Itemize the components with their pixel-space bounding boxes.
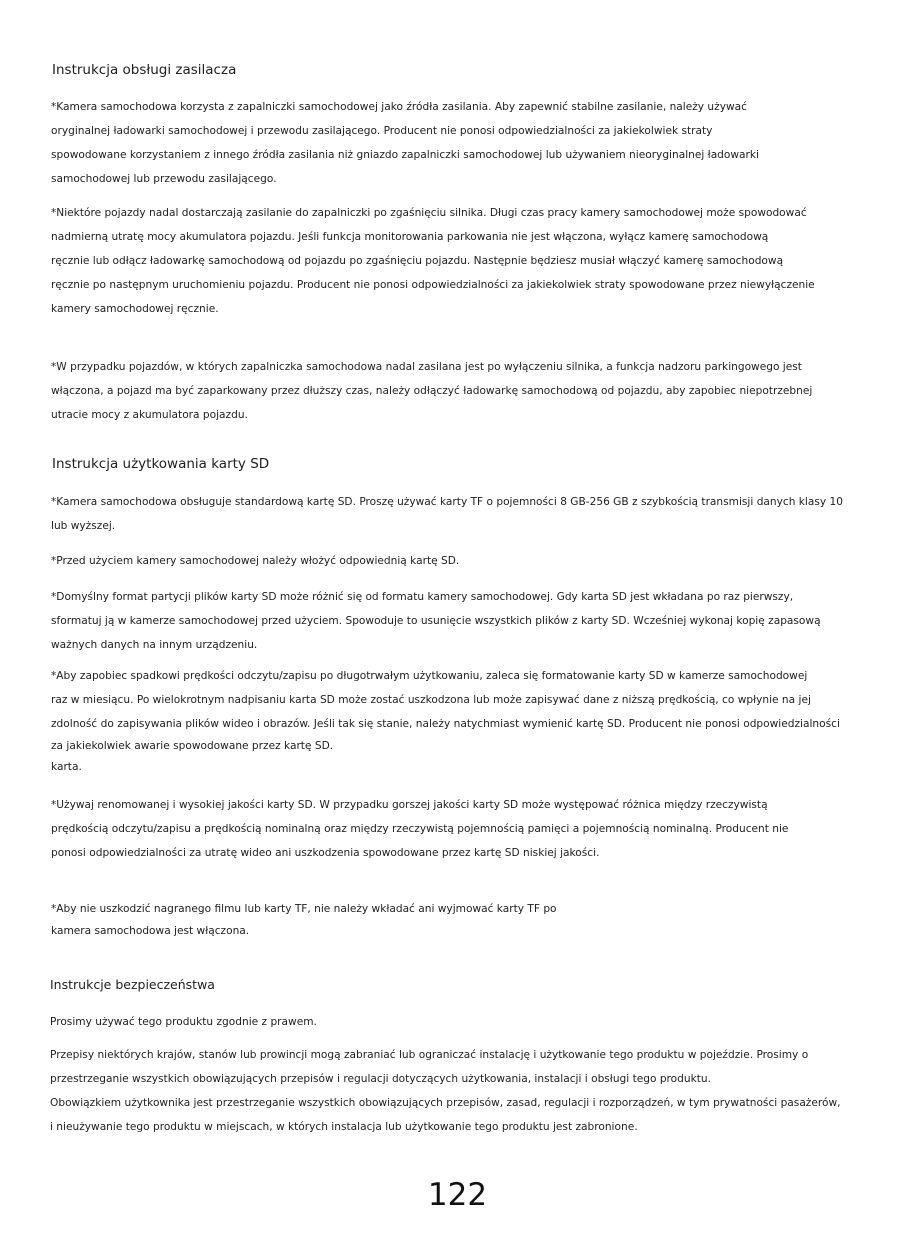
text-line: nadmierną utratę mocy akumulatora pojazdu. Jeśli funkcja monitorowania parkowania nie jest włączona, wyłącz kamerę samochodową	[51, 231, 769, 243]
paragraph-power-1	[51, 95, 759, 191]
text-line: Przepisy niektórych krajów, stanów lub prowincji mogą zabraniać lub ograniczać instalację i użytkowanie tego produktu w pojeździe. Prosimy o	[50, 1049, 809, 1061]
text-line: karta.	[51, 761, 82, 773]
text-line: zdolność do zapisywania plików wideo i obrazów. Jeśli tak się stanie, należy natychmiast wymienić kartę SD. Producent nie ponosi odpowiedzialności	[51, 718, 840, 730]
text-line: spowodowane korzystaniem z innego źródła zasilania niż gniazdo zapalniczki samochodowej lub używaniem nieoryginalnej ładowarki	[51, 149, 759, 161]
text-line: *Niektóre pojazdy nadal dostarczają zasilanie do zapalniczki po zgaśnięciu silnika. Długi czas pracy kamery samochodowej może spowodować	[51, 207, 807, 219]
text-line: oryginalnej ładowarki samochodowej i przewodu zasilającego. Producent nie ponosi odpowiedzialności za jakiekolwiek straty	[51, 125, 713, 137]
text-line: *Aby zapobiec spadkowi prędkości odczytu/zapisu po długotrwałym użytkowaniu, zaleca się formatowanie karty SD w kamerze samochodowej	[51, 670, 808, 682]
paragraph-sd-5	[51, 793, 788, 865]
text-line: i nieużywanie tego produktu w miejscach, w których instalacja lub użytkowanie tego produktu jest zabronione.	[50, 1121, 638, 1133]
text-line: *Kamera samochodowa korzysta z zapalniczki samochodowej jako źródła zasilania. Aby zapewnić stabilne zasilanie, należy używać	[51, 101, 747, 113]
text-line: włączona, a pojazd ma być zaparkowany przez dłuższy czas, należy odłączyć ładowarkę samochodową od pojazdu, aby zapobiec niepotrzebnej	[51, 385, 813, 397]
paragraph-sd-4	[51, 664, 840, 778]
text-line: *Używaj renomowanej i wysokiej jakości karty SD. W przypadku gorszej jakości karty SD może występować różnica między rzeczywistą	[51, 799, 768, 811]
text-line: Obowiązkiem użytkownika jest przestrzeganie wszystkich obowiązujących przepisów, zasad, regulacji i rozporządzeń, w tym prywatności pasażerów,	[50, 1097, 841, 1109]
paragraph-sd-3	[51, 585, 821, 657]
text-line: samochodowej lub przewodu zasilającego.	[51, 173, 277, 185]
paragraph-safety-2	[50, 1043, 841, 1139]
paragraph-power-2	[51, 201, 815, 321]
paragraph-power-3	[51, 355, 812, 427]
section-heading-safety: Instrukcje bezpieczeństwa	[50, 977, 215, 992]
paragraph-sd-2	[51, 549, 459, 573]
text-line: raz w miesiącu. Po wielokrotnym nadpisaniu karta SD może zostać uszkodzona lub może zapisywać dane z niższą prędkością, co wpłynie na jej	[51, 694, 811, 706]
text-line: *W przypadku pojazdów, w których zapalniczka samochodowa nadal zasilana jest po wyłączeniu silnika, a funkcja nadzoru parkingowego jest	[51, 361, 802, 373]
text-line: kamera samochodowa jest włączona.	[51, 925, 250, 937]
paragraph-safety-1	[50, 1010, 317, 1034]
text-line: ponosi odpowiedzialności za utratę wideo ani uszkodzenia spowodowane przez kartę SD niskiej jakości.	[51, 847, 600, 859]
section-heading-sd-card: Instrukcja użytkowania karty SD	[52, 456, 270, 472]
text-line: kamery samochodowej ręcznie.	[51, 303, 219, 315]
text-line: utracie mocy z akumulatora pojazdu.	[51, 409, 248, 421]
text-line: prędkością odczytu/zapisu a prędkością nominalną oraz między rzeczywistą pojemnością pamięci a pojemnością nominalną. Producent nie	[51, 823, 789, 835]
section-heading-power: Instrukcja obsługi zasilacza	[52, 62, 237, 78]
text-line: Prosimy używać tego produktu zgodnie z prawem.	[50, 1016, 317, 1028]
text-line: przestrzeganie wszystkich obowiązujących przepisów i regulacji dotyczących użytkowania, instalacji i obsługi tego produktu.	[50, 1073, 711, 1085]
paragraph-sd-6	[51, 898, 557, 942]
text-line: sformatuj ją w kamerze samochodowej przed użyciem. Spowoduje to usunięcie wszystkich plików z karty SD. Wcześniej wykonaj kopię zapasową	[51, 615, 821, 627]
text-line: ważnych danych na innym urządzeniu.	[51, 639, 258, 651]
text-line: ręcznie lub odłącz ładowarkę samochodową od pojazdu po zgaśnięciu pojazdu. Następnie będziesz musiał włączyć kamerę samochodową	[51, 255, 784, 267]
page-number: 122	[427, 1177, 488, 1213]
text-line: ręcznie po następnym uruchomieniu pojazdu. Producent nie ponosi odpowiedzialności za jakiekolwiek straty spowodowane przez niewyłączenie	[51, 279, 815, 291]
text-line: *Aby nie uszkodzić nagranego filmu lub karty TF, nie należy wkładać ani wyjmować karty TF po	[51, 903, 557, 915]
text-line: za jakiekolwiek awarie spowodowane przez kartę SD.	[51, 740, 334, 752]
text-line: *Kamera samochodowa obsługuje standardową kartę SD. Proszę używać karty TF o pojemności 8 GB-256 GB z szybkością transmisji danych klasy 10	[51, 496, 844, 508]
text-line: *Domyślny format partycji plików karty SD może różnić się od formatu kamery samochodowej. Gdy karta SD jest wkładana po raz pierwszy,	[51, 591, 794, 603]
text-line: *Przed użyciem kamery samochodowej należy włożyć odpowiednią kartę SD.	[51, 555, 460, 567]
paragraph-sd-1	[51, 490, 843, 538]
text-line: lub wyższej.	[51, 520, 116, 532]
